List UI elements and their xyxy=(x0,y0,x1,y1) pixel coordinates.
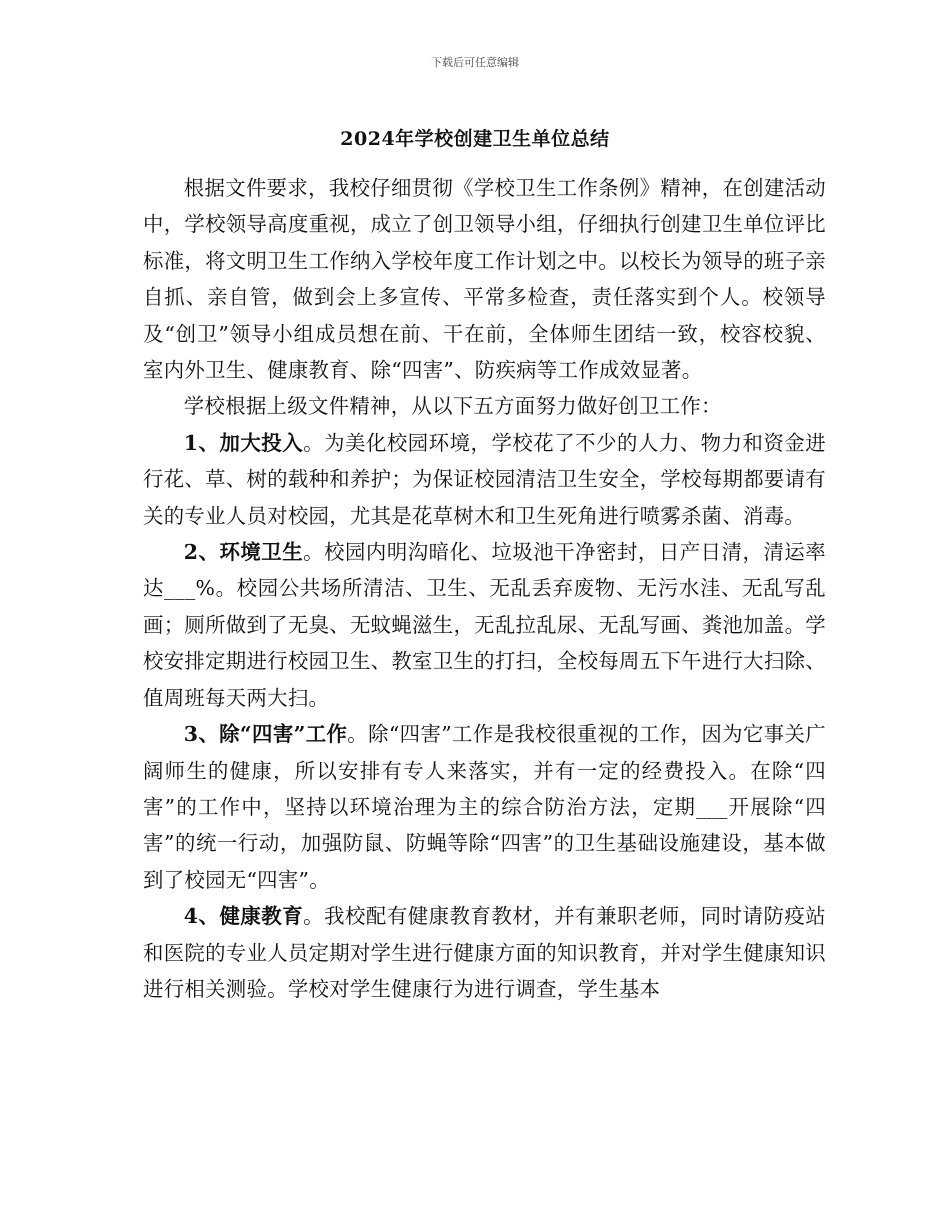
paragraph-text: 。我校配有健康教育教材，并有兼职老师，同时请防疫站和医院的专业人员定期对学生进行健康方面的知识教育，并对学生健康知识进行相关测验。学校对学生健康行为进行调查，学生基本 xyxy=(143,904,826,1001)
paragraph-text: 。为美化校园环境，学校花了不少的人力、物力和资金进行花、草、树的载种和养护；为保证校园清洁卫生安全，学校每期都要请有关的专业人员对校园，尤其是花草树木和卫生死角进行喷雾杀菌、消毒。 xyxy=(143,430,826,528)
paragraph-text: 根据文件要求，我校仔细贯彻《学校卫生工作条例》精神，在创建活动中，学校领导高度重视，成立了创卫领导小组，仔细执行创建卫生单位评比标准，将文明卫生工作纳入学校年度工作计划之中。以校长为领导的班子亲自抓、亲自管，做到会上多宣传、平常多检查，责任落实到个人。校领导及“创卫”领导小组成员想在前、干在前，全体师生团结一致，校容校貌、室内外卫生、健康教育、除“四害”、防疾病等工作成效显著。 xyxy=(143,176,826,383)
paragraph-heading: 2、环境卫生 xyxy=(183,540,304,565)
paragraph-environment xyxy=(143,534,826,716)
document-body xyxy=(143,170,826,1007)
paragraph-health-education xyxy=(143,898,826,1007)
paragraph-text: 。除“四害”工作是我校很重视的工作，因为它事关广阔师生的健康，所以安排有专人来落实，并有一定的经费投入。在除“四害”的工作中，坚持以环境治理为主的综合防治方法，定期___开展除“四害”的统一行动，加强防鼠、防蝇等除“四害”的卫生基础设施建设，基本做到了校园无“四害”。 xyxy=(143,722,826,892)
paragraph-investment xyxy=(143,425,826,534)
paragraph-text: 。校园内明沟暗化、垃圾池干净密封，日产日清，清运率达___%。校园公共场所清洁、卫生、无乱丢弃废物、无污水洼、无乱写乱画；厕所做到了无臭、无蚊蝇滋生，无乱拉乱尿、无乱写画、粪池加盖。学校安排定期进行校园卫生、教室卫生的打扫，全校每周五下午进行大扫除、值周班每天两大扫。 xyxy=(143,540,826,710)
paragraph-pest-control xyxy=(143,716,826,898)
header-note: 下载后可任意编辑 xyxy=(431,56,519,69)
paragraph-text: 学校根据上级文件精神，从以下五方面努力做好创卫工作： xyxy=(183,394,722,419)
paragraph-heading: 4、健康教育 xyxy=(183,904,304,929)
paragraph-overview xyxy=(143,388,826,424)
document-title: 2024年学校创建卫生单位总结 xyxy=(340,128,610,150)
paragraph-intro xyxy=(143,170,826,388)
paragraph-heading: 1、加大投入 xyxy=(183,430,304,455)
paragraph-heading: 3、除“四害”工作 xyxy=(183,722,348,747)
